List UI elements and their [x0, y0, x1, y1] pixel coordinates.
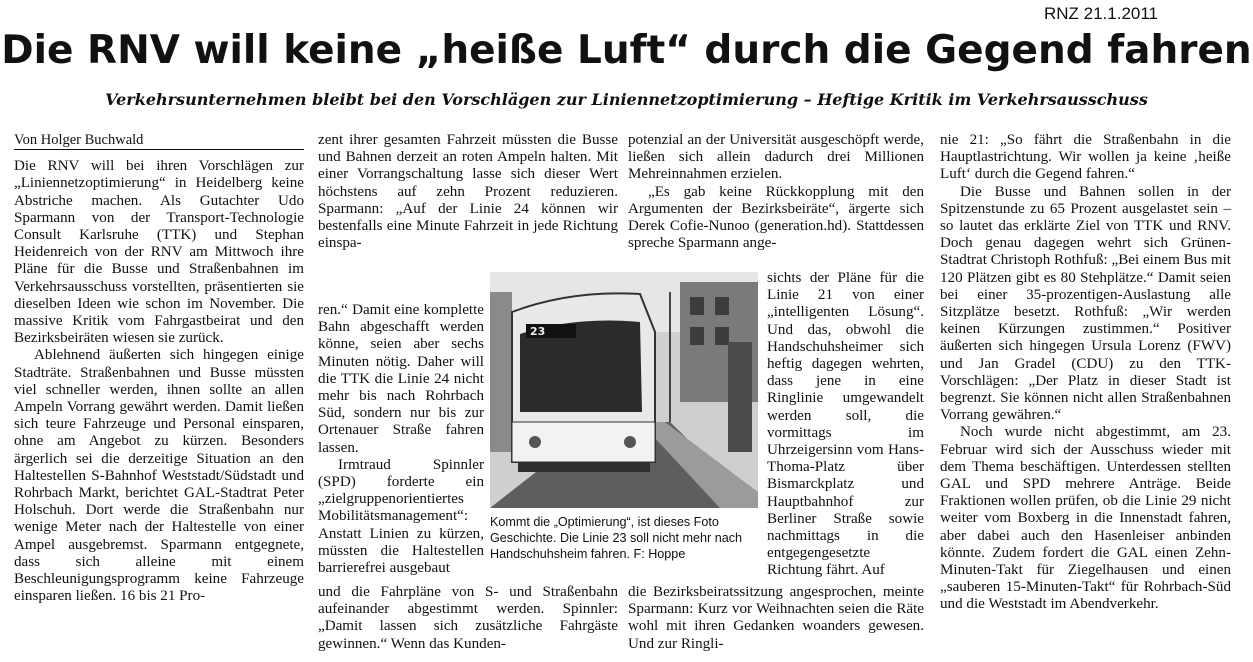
subheadline: Verkehrsunternehmen bleibt bei den Vorschlägen zur Liniennetzoptimierung – Heftige Kritik im Verkehrsausschuss: [105, 90, 1148, 109]
source-note: RNZ 21.1.2011: [1043, 4, 1158, 23]
paragraph: Irmtraud Spinnler (SPD) forderte ein „zielgruppenorientiertes Mobilitätsmanagement“: Anstatt Linien zu kürzen, müssten die Haltestellen barrierefrei ausgebaut: [318, 456, 484, 577]
tram-line-number: 23: [530, 325, 546, 338]
byline: Von Holger Buchwald: [14, 132, 304, 150]
paragraph: Die RNV will bei ihren Vorschlägen zur „Liniennetzoptimierung“ in Heidelberg keine Abstriche machen. Als Gutachter Udo Sparmann von der Transport-Technologie Consult Karlsruhe (TTK) und Stephan Heidenreich von der RNV am Mittwoch ihre Pläne für die Busse und Straßenbahnen im Verkehrsausschuss vorstellten, präsentierten sie dieselben Ideen wie schon im November. Die massive Kritik vom Fahrgastbeirat und den Bezirksbeiräten wiesen sie zurück.: [14, 158, 304, 347]
paragraph: „Es gab keine Rückkopplung mit den Argumenten der Bezirksbeiräte“, ärgerte sich Derek Cofie-Nunoo (generation.hd). Stattdessen spreche Sparmann ange-: [628, 183, 924, 252]
column-2-bottom: [318, 584, 618, 662]
column-3-top: [628, 132, 924, 270]
column-2-middle: [318, 302, 484, 577]
headline: Die RNV will keine „heiße Luft“ durch die Gegend fahren: [1, 28, 1252, 73]
paragraph: die Bezirksbeiratssitzung angesprochen, meinte Sparmann: Kurz vor Weihnachten seien die Räte wohl mit ihren Gedanken woanders gewesen. Und zur Ringli-: [628, 584, 924, 652]
paragraph: Noch wurde nicht abgestimmt, am 23. Februar wird sich der Ausschuss wieder mit dem Thema beschäftigen. Unterdessen stellten GAL und SPD mehrere Anträge. Beide Fraktionen wollen prüfen, ob die Linie 29 nicht weiter vom Boxberg in die Innenstadt fahren, aber dabei auch den Hasenleiser anbinden könnte. Zudem fordert die GAL einen Zehn-Minuten-Takt für Ziegelhausen und einen „sauberen 15-Minuten-Takt“ für Rohrbach-Süd und die Weststadt im Abendverkehr.: [940, 424, 1231, 613]
tram-photo: [490, 272, 758, 508]
tram-photo-illustration: [490, 272, 758, 508]
paragraph: Ablehnend äußerten sich hingegen einige Stadträte. Straßenbahnen und Busse müssten viel schneller werden, ihnen sollte an allen Ampeln Vorrang gewährt werden. Damit ließen sich teure Fahrzeuge und Personal einsparen, ohne am Angebot zu kürzen. Besonders ärgerlich sei die derzeitige Situation an den Haltestellen S-Bahnhof Weststadt/Südstadt und Rohrbach Markt, berichtet GAL-Stadtrat Peter Holschuh. Dort werde die Straßenbahn nur wenige Meter nach der Haltestelle von einer Ampel ausgebremst. Sparmann entgegnete, dass sich alleine mit einem Beschleunigungsprogramm keine Fahrzeuge einsparen ließen. 16 bis 21 Pro-: [14, 347, 304, 605]
photo-credit: F: Hoppe: [633, 547, 686, 561]
column-4: [940, 132, 1231, 662]
photo-caption: [490, 514, 758, 562]
paragraph: sichts der Pläne für die Linie 21 von einer „intelligenten Lösung“. Und das, obwohl die Handschuhsheimer sich heftig dagegen wehrten, dass jene in eine Ringlinie umgewandelt werden soll, die vormittags im Uhrzeigersinn vom Hans-Thoma-Platz über Bismarckplatz und Hauptbahnhof zur Berliner Straße sowie nachmittags in die entgegengesetzte Richtung fährt. Auf: [767, 270, 924, 579]
paragraph: potenzial an der Universität ausgeschöpft werde, ließen sich allein dadurch drei Millionen Mehreinnahmen erzielen.: [628, 132, 924, 183]
paragraph: zent ihrer gesamten Fahrzeit müssten die Busse und Bahnen derzeit an roten Ampeln halten. Mit einer Vorrangschaltung lasse sich dieser Wert höchstens auf zehn Prozent reduzieren. Sparmann: „Auf der Linie 24 können wir bestenfalls eine Minute Fahrzeit in jede Richtung einspa-: [318, 132, 618, 252]
column-1: [14, 132, 304, 662]
paragraph: nie 21: „So fährt die Straßenbahn in die Hauptlastrichtung. Wir wollen ja keine ‚heiße Luft‘ durch die Gegend fahren.“: [940, 132, 1231, 183]
paragraph: Die Busse und Bahnen sollen in der Spitzenstunde zu 65 Prozent ausgelastet sein – so lautet das erklärte Ziel von TTK und RNV. Doch genau dagegen wehrt sich Grünen-Stadtrat Christoph Rothfuß: „Bei einem Bus mit 120 Plätzen gibt es 80 Stehplätze.“ Damit seien bei einer 35-prozentigen-Auslastung alle Sitzplätze besetzt. Rothfuß: „Wir werden keinen Kürzungen zustimmen.“ Positiver äußerten sich hingegen Ursula Lorenz (FWV) und Jan Gradel (CDU) zu den TTK-Vorschlägen: „Der Platz in dieser Stadt ist begrenzt. Sie können nicht allen Straßenbahnen Vorrang gewähren.“: [940, 183, 1231, 424]
caption-text: Kommt die „Optimierung“, ist dieses Foto Geschichte. Die Linie 23 soll nicht mehr nach Handschuhsheim fahren.: [490, 515, 743, 561]
column-3-middle: [767, 270, 924, 584]
paragraph: und die Fahrpläne von S- und Straßenbahn aufeinander abgestimmt werden. Spinnler: „Damit lassen sich zusätzliche Fahrgäste gewinnen.“ Wenn das Kunden-: [318, 584, 618, 652]
column-3-bottom: [628, 584, 924, 662]
paragraph: ren.“ Damit eine komplette Bahn abgeschafft werden könne, seien aber sechs Minuten nötig. Daher will die TTK die Linie 24 nicht mehr bis nach Rohrbach Süd, sondern nur bis zur Ortenauer Straße fahren lassen.: [318, 302, 484, 456]
